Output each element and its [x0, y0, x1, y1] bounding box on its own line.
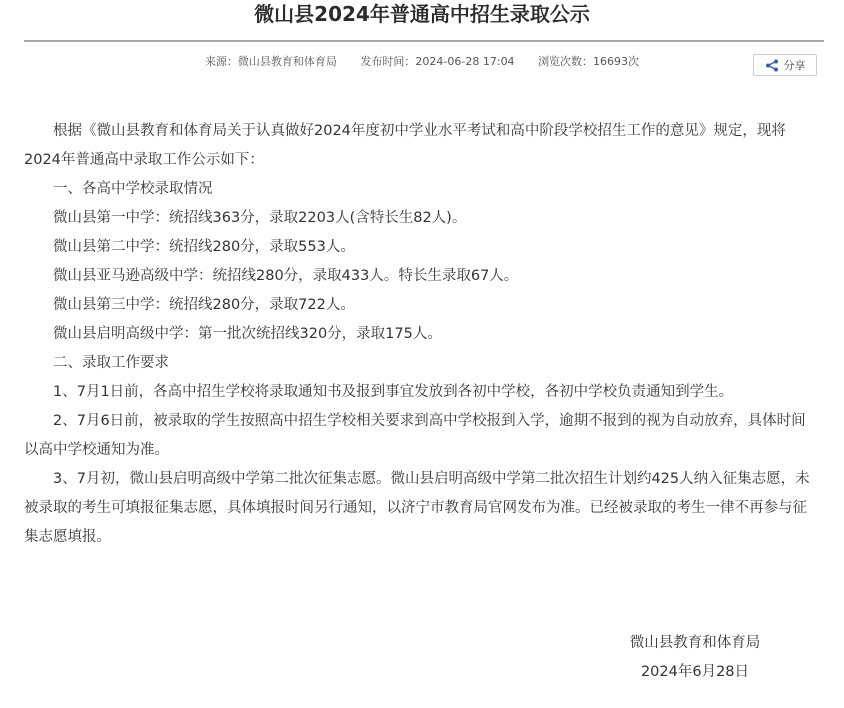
school-line-4: 微山县第三中学：统招线280分，录取722人。	[53, 297, 355, 313]
meta-view-count: 浏览次数：16693次	[538, 55, 640, 68]
requirement-3: 3、7月初，微山县启明高级中学第二批次征集志愿。微山县启明高级中学第二批次招生计划约425人纳入征集志愿，未被录取的考生可填报征集志愿，具体填报时间另行通知，以济宁市教育局官网发布为准。已经被录取的考生一律不再参与征集志愿填报。	[24, 471, 810, 545]
meta-publish-time: 发布时间：2024-06-28 17:04	[360, 55, 515, 68]
signature-organization: 微山县教育和体育局	[629, 635, 761, 651]
title-divider	[24, 40, 824, 42]
share-label: 分享	[783, 59, 806, 72]
share-icon	[765, 59, 779, 72]
signature-date: 2024年6月28日	[640, 664, 750, 680]
share-button[interactable]	[753, 54, 817, 76]
requirement-1: 1、7月1日前，各高中招生学校将录取通知书及报到事宜发放到各初中学校，各初中学校负责通知到学生。	[53, 384, 734, 400]
meta-source: 来源：微山县教育和体育局	[204, 55, 337, 68]
school-line-5: 微山县启明高级中学：第一批次统招线320分，录取175人。	[53, 326, 442, 342]
school-line-3: 微山县亚马逊高级中学：统招线280分，录取433人。特长生录取67人。	[53, 268, 519, 284]
school-line-2: 微山县第二中学：统招线280分，录取553人。	[53, 239, 355, 255]
school-line-1: 微山县第一中学：统招线363分，录取2203人(含特长生82人)。	[53, 210, 467, 226]
section-heading-requirements: 二、录取工作要求	[53, 355, 169, 371]
signature-block	[580, 629, 810, 687]
article-meta	[0, 54, 844, 70]
page-title: 微山县2024年普通高中招生录取公示	[254, 2, 590, 26]
section-heading-admissions: 一、各高中学校录取情况	[53, 181, 213, 197]
article-body	[24, 117, 820, 552]
paragraph-intro: 根据《微山县教育和体育局关于认真做好2024年度初中学业水平考试和高中阶段学校招生工作的意见》规定，现将2024年普通高中录取工作公示如下：	[24, 123, 786, 168]
requirement-2: 2、7月6日前，被录取的学生按照高中招生学校相关要求到高中学校报到入学，逾期不报到的视为自动放弃，具体时间以高中学校通知为准。	[24, 413, 806, 458]
